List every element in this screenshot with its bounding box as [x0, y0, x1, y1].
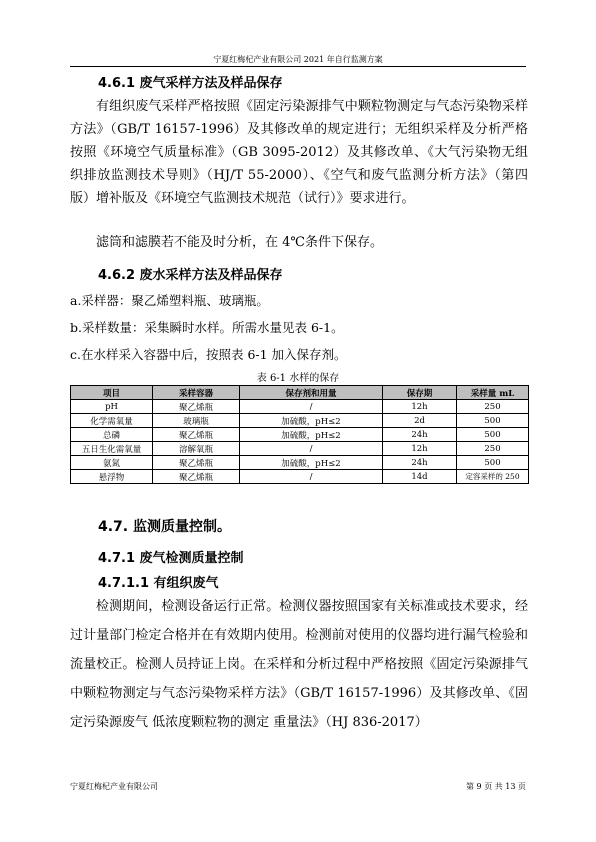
table-cell: 2d	[383, 414, 457, 428]
table-cell: 250	[457, 442, 529, 456]
table-row	[71, 400, 529, 414]
table-cell: 500	[457, 428, 529, 442]
table-cell: 12h	[383, 400, 457, 414]
table-row	[71, 414, 529, 428]
table-cell: 化学需氧量	[71, 414, 153, 428]
table-cell: /	[240, 442, 383, 456]
table-cell: 500	[457, 456, 529, 470]
footer-company: 宁夏红梅杞产业有限公司	[70, 782, 158, 791]
table-cell: 定容采样的 250	[457, 470, 529, 484]
list-item-preservative: c.在水样采入容器中后，按照表 6-1 加入保存剂。	[70, 347, 347, 362]
table-row	[71, 470, 529, 484]
table-cell: pH	[71, 400, 153, 414]
table-cell: 24h	[383, 456, 457, 470]
table-cell: 加硫酸，pH≤2	[240, 428, 383, 442]
column-header: 保存剂和用量	[240, 386, 383, 400]
section-heading-4-7: 4.7. 监测质量控制。	[98, 519, 231, 535]
table-cell: 氨氮	[71, 456, 153, 470]
column-header: 项目	[71, 386, 153, 400]
table-row	[71, 442, 529, 456]
table-cell: 250	[457, 400, 529, 414]
table-cell: 12h	[383, 442, 457, 456]
table-cell: 玻璃瓶	[153, 414, 240, 428]
section-heading-4-7-1-1: 4.7.1.1 有组织废气	[98, 576, 219, 591]
section-heading-4-6-1: 4.6.1 废气采样方法及样品保存	[98, 76, 283, 91]
list-item-quantity: b.采样数量：采集瞬时水样。所需水量见表 6-1。	[70, 320, 344, 335]
table-cell: /	[240, 470, 383, 484]
table-cell: 悬浮物	[71, 470, 153, 484]
column-header: 采样量 mL	[457, 386, 529, 400]
table-cell: 聚乙烯瓶	[153, 470, 240, 484]
column-header: 保存期	[383, 386, 457, 400]
table-cell: 加硫酸，pH≤2	[240, 456, 383, 470]
section-heading-4-6-2: 4.6.2 废水采样方法及样品保存	[98, 268, 283, 283]
table-cell: 聚乙烯瓶	[153, 456, 240, 470]
page-header: 宁夏红梅杞产业有限公司 2021 年自行监测方案	[213, 55, 383, 64]
section-heading-4-7-1: 4.7.1 废气检测质量控制	[98, 551, 244, 566]
table-cell: 聚乙烯瓶	[153, 428, 240, 442]
header-divider	[70, 66, 526, 67]
table-cell: 溶解氧瓶	[153, 442, 240, 456]
table-cell: 24h	[383, 428, 457, 442]
list-item-sampler: a.采样器：聚乙烯塑料瓶、玻璃瓶。	[70, 293, 269, 308]
table-row	[71, 456, 529, 470]
table-row	[71, 428, 529, 442]
table-cell: 14d	[383, 470, 457, 484]
paragraph-gas-sampling: 有组织废气采样严格按照《固定污染源排气中颗粒物测定与气态污染物采样方法》（GB/T 16157-1996）及其修改单的规定进行；无组织采样及分析严格按照《环境空气质量标准》（GB 3095-2012）及其修改单、《大气污染物无组织排放监测技术导则》（HJ/T 55-2000）、《空气和废气监测分析方法》（第四版）增补版及《环境空气监测技术规范（试行）》要求进行。	[70, 99, 528, 206]
water-sample-preservation-table	[70, 385, 529, 484]
table-cell: 聚乙烯瓶	[153, 400, 240, 414]
table-cell: /	[240, 400, 383, 414]
table-cell: 总磷	[71, 428, 153, 442]
table-cell: 500	[457, 414, 529, 428]
footer-page-number: 第 9 页 共 13 页	[466, 782, 526, 791]
paragraph-gas-quality-control: 检测期间，检测设备运行正常。检测仪器按照国家有关标准或技术要求，经过计量部门检定合格并在有效期内使用。检测前对使用的仪器均进行漏气检验和流量校正。检测人员持证上岗。在采样和分析过程中严格按照《固定污染源排气中颗粒物测定与气态污染物采样方法》（GB/T 16157-1996）及其修改单、《固定污染源废气 低浓度颗粒物的测定 重量法》（HJ 836-2017）	[70, 599, 528, 730]
paragraph-filter-storage: 滤筒和滤膜若不能及时分析，在 4℃条件下保存。	[96, 235, 383, 250]
table-cell: 加硫酸，pH≤2	[240, 414, 383, 428]
table-cell: 五日生化需氧量	[71, 442, 153, 456]
table-caption: 表 6-1 水样的保存	[256, 373, 340, 384]
table-header-row	[71, 386, 529, 400]
column-header: 采样容器	[153, 386, 240, 400]
